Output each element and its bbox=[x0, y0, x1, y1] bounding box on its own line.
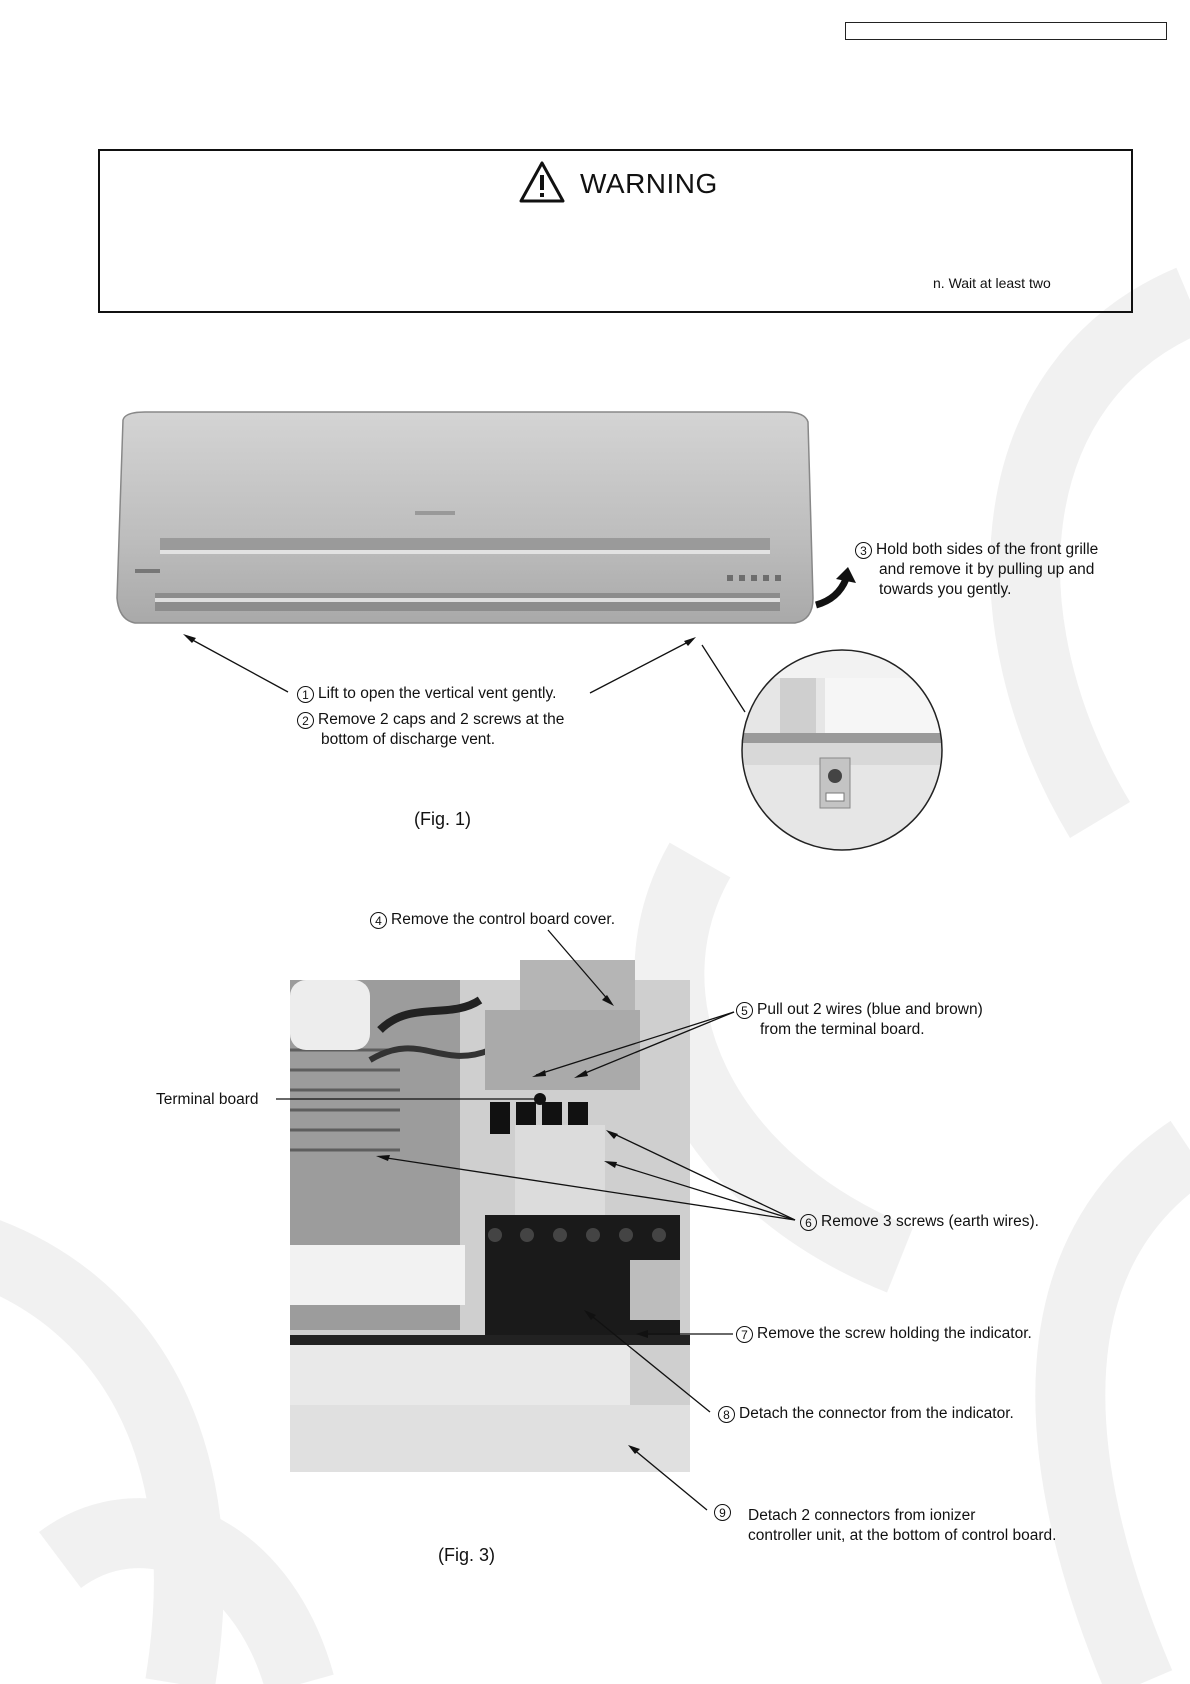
fig3-step5: 5 Pull out 2 wires (blue and brown) from the terminal board. bbox=[736, 1000, 983, 1040]
fig3-step9: 9 bbox=[714, 1502, 735, 1522]
fig3-step9-text: Detach 2 connectors from ionizer controller unit, at the bottom of control board. bbox=[748, 1507, 1057, 1544]
fig3-step7: 7 Remove the screw holding the indicator. bbox=[736, 1324, 1032, 1344]
warning-title: WARNING bbox=[580, 168, 718, 199]
fig3-step6: 6 Remove 3 screws (earth wires). bbox=[800, 1212, 1039, 1232]
fig1-step3: 3 Hold both sides of the front grille and remove it by pulling up and towards you gently. bbox=[855, 540, 1098, 600]
fig3-step8: 8 Detach the connector from the indicator. bbox=[718, 1404, 1014, 1424]
fig3-caption: (Fig. 3) bbox=[438, 1545, 496, 1565]
fig1-caption: (Fig. 1) bbox=[414, 809, 472, 829]
warning-text: n. Wait at least two bbox=[933, 275, 1051, 291]
fig1-step1: 1 Lift to open the vertical vent gently. bbox=[297, 684, 556, 704]
terminal-board-label: Terminal board bbox=[156, 1091, 259, 1108]
fig3-step4: 4 Remove the control board cover. bbox=[370, 910, 615, 930]
fig1-step2: 2 Remove 2 caps and 2 screws at the bottom of discharge vent. bbox=[297, 710, 564, 750]
